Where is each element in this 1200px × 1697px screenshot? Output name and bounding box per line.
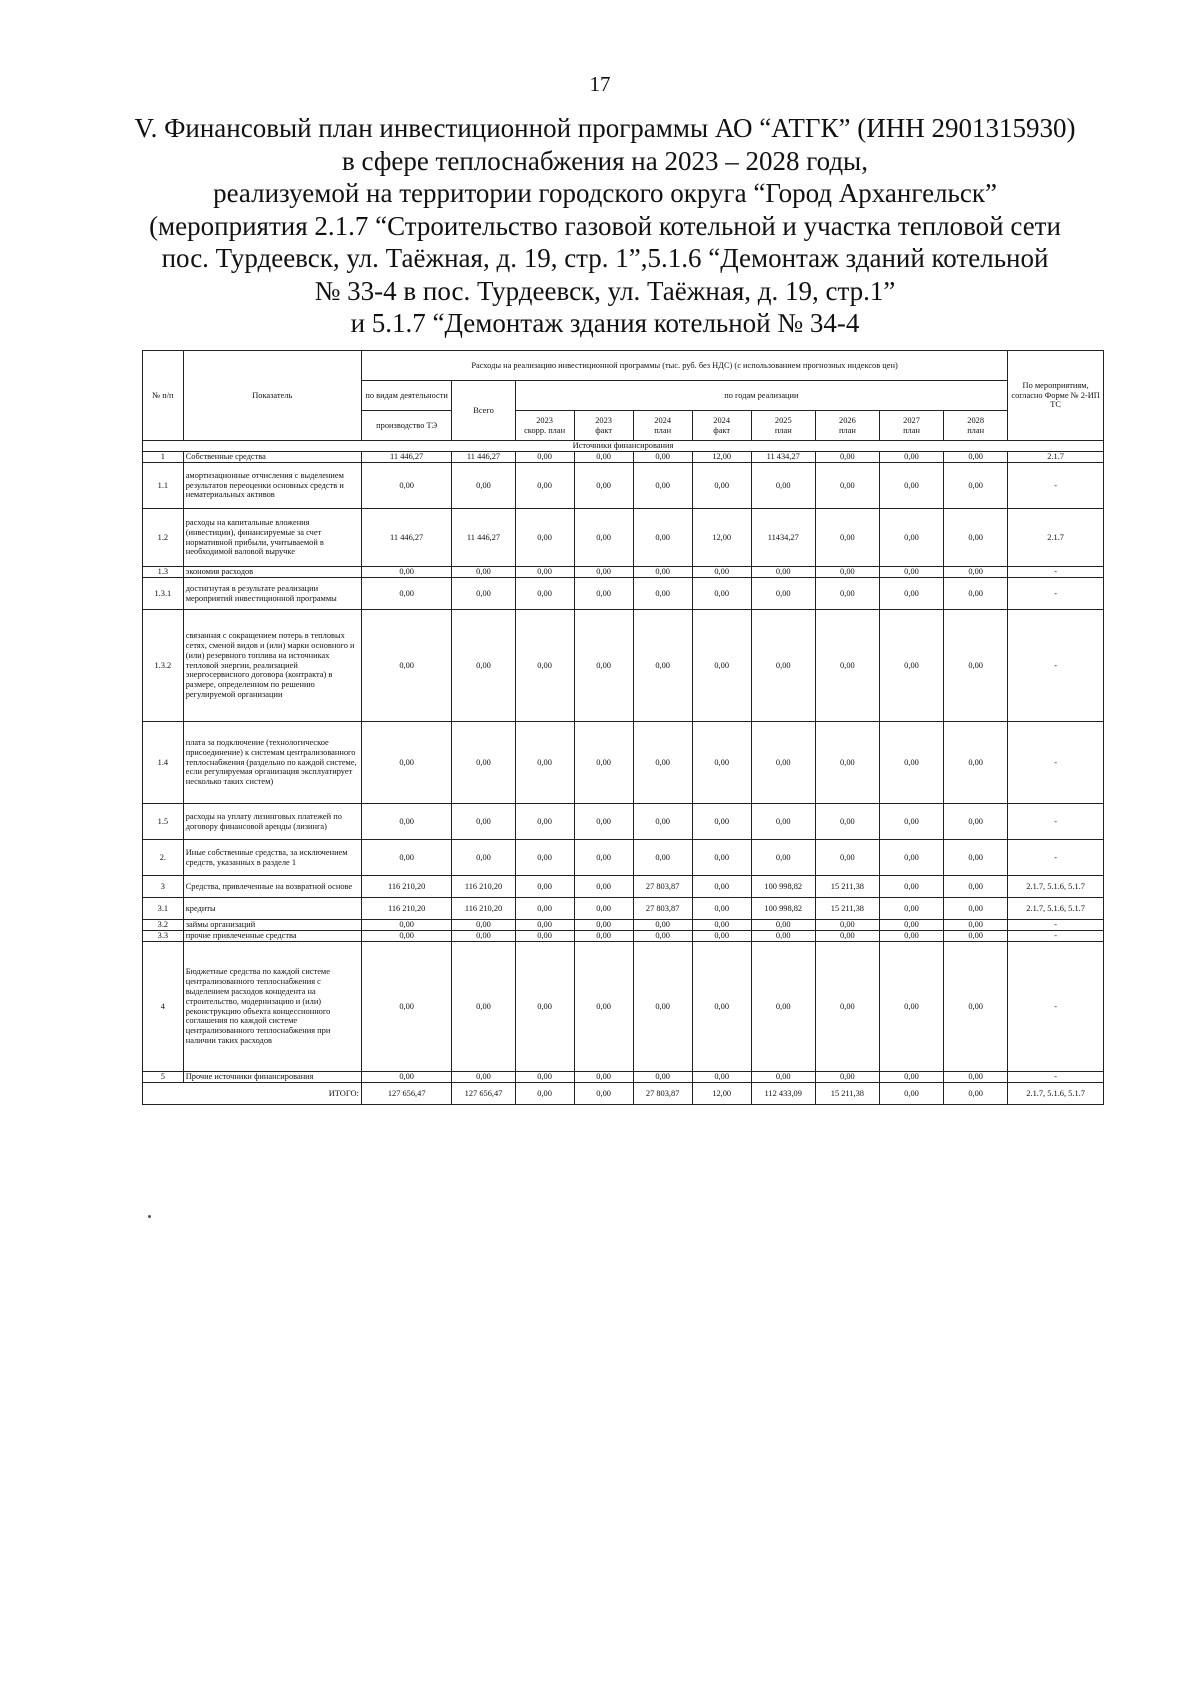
row-value: 0,00 xyxy=(879,920,943,931)
table-row xyxy=(143,610,1104,722)
row-indicator: экономия расходов xyxy=(183,567,361,578)
row-value: 0,00 xyxy=(692,610,751,722)
row-value: 0,00 xyxy=(452,463,515,509)
year-kind: план xyxy=(967,425,985,435)
row-value: 0,00 xyxy=(452,840,515,876)
row-value: 0,00 xyxy=(879,463,943,509)
year-kind: план xyxy=(654,425,672,435)
row-value: 0,00 xyxy=(574,509,633,567)
row-value: 0,00 xyxy=(574,942,633,1072)
year-label: 2023 xyxy=(595,415,612,425)
header-year xyxy=(751,411,815,441)
year-kind: план xyxy=(903,425,920,435)
row-value: 0,00 xyxy=(361,610,452,722)
row-value: 0,00 xyxy=(751,578,815,610)
row-value: 0,00 xyxy=(879,804,943,840)
header-year xyxy=(692,411,751,441)
row-value: 0,00 xyxy=(879,942,943,1072)
row-indicator: достигнутая в результате реализации мероприятий инвестиционной программы xyxy=(183,578,361,610)
row-value: 0,00 xyxy=(879,578,943,610)
row-value: 0,00 xyxy=(692,898,751,920)
row-number: 1.3.2 xyxy=(143,610,184,722)
row-indicator: Прочие источники финансирования xyxy=(183,1072,361,1083)
row-measure-ref: - xyxy=(1008,567,1104,578)
row-number: 5 xyxy=(143,1072,184,1083)
row-value: 0,00 xyxy=(633,722,692,804)
row-value: 0,00 xyxy=(452,942,515,1072)
table-row xyxy=(143,876,1104,898)
year-label: 2026 xyxy=(839,415,856,425)
scan-speck xyxy=(148,1215,151,1218)
row-value: 0,00 xyxy=(692,1072,751,1083)
row-value: 0,00 xyxy=(361,567,452,578)
header-total: Всего xyxy=(452,381,515,441)
row-measure-ref: - xyxy=(1008,578,1104,610)
title-line: в сфере теплоснабжения на 2023 – 2028 годы, xyxy=(342,145,868,176)
row-value: 0,00 xyxy=(944,942,1008,1072)
row-measure-ref: - xyxy=(1008,722,1104,804)
row-value: 0,00 xyxy=(574,931,633,942)
row-value: 0,00 xyxy=(751,804,815,840)
row-value: 0,00 xyxy=(574,463,633,509)
row-value: 0,00 xyxy=(361,578,452,610)
row-value: 0,00 xyxy=(944,452,1008,463)
row-number: 1.2 xyxy=(143,509,184,567)
row-value: 0,00 xyxy=(944,578,1008,610)
row-value: 0,00 xyxy=(751,567,815,578)
row-value: 0,00 xyxy=(944,463,1008,509)
row-value: 0,00 xyxy=(361,840,452,876)
row-value: 0,00 xyxy=(692,567,751,578)
row-value: 0,00 xyxy=(692,840,751,876)
table-row xyxy=(143,578,1104,610)
header-by-measures: По мероприятиям, согласно Форме № 2-ИП ТС xyxy=(1008,351,1104,441)
row-value: 0,00 xyxy=(879,722,943,804)
row-value: 0,00 xyxy=(944,610,1008,722)
row-measure-ref: - xyxy=(1008,931,1104,942)
row-indicator: займы организаций xyxy=(183,920,361,931)
row-value: 11434,27 xyxy=(751,509,815,567)
row-value: 0,00 xyxy=(633,920,692,931)
row-value: 0,00 xyxy=(515,578,574,610)
row-measure-ref: - xyxy=(1008,920,1104,931)
row-measure-ref: - xyxy=(1008,463,1104,509)
row-value: 100 998,82 xyxy=(751,876,815,898)
row-value: 0,00 xyxy=(944,509,1008,567)
row-value: 0,00 xyxy=(361,942,452,1072)
row-value: 0,00 xyxy=(515,840,574,876)
row-value: 116 210,20 xyxy=(452,876,515,898)
row-indicator: Иные собственные средства, за исключением средств, указанных в разделе 1 xyxy=(183,840,361,876)
row-value: 0,00 xyxy=(361,804,452,840)
row-number: 3.2 xyxy=(143,920,184,931)
row-value: 0,00 xyxy=(751,931,815,942)
row-value: 0,00 xyxy=(692,942,751,1072)
table-row xyxy=(143,567,1104,578)
row-value: 116 210,20 xyxy=(361,898,452,920)
row-value: 0,00 xyxy=(515,610,574,722)
table-row xyxy=(143,840,1104,876)
row-value: 116 210,20 xyxy=(361,876,452,898)
row-value: 0,00 xyxy=(815,578,879,610)
total-value: 0,00 xyxy=(944,1083,1008,1105)
row-value: 0,00 xyxy=(879,898,943,920)
row-value: 0,00 xyxy=(815,509,879,567)
year-label: 2028 xyxy=(967,415,985,425)
table-row xyxy=(143,463,1104,509)
row-value: 15 211,38 xyxy=(815,898,879,920)
row-value: 0,00 xyxy=(692,920,751,931)
row-value: 0,00 xyxy=(879,452,943,463)
row-value: 116 210,20 xyxy=(452,898,515,920)
row-value: 0,00 xyxy=(815,452,879,463)
row-value: 0,00 xyxy=(515,567,574,578)
row-number: 1 xyxy=(143,452,184,463)
row-value: 0,00 xyxy=(751,840,815,876)
row-value: 0,00 xyxy=(452,567,515,578)
table-row xyxy=(143,509,1104,567)
header-year xyxy=(944,411,1008,441)
row-value: 0,00 xyxy=(633,804,692,840)
row-measure-ref: 2.1.7 xyxy=(1008,509,1104,567)
table-header xyxy=(143,351,1104,452)
table-row xyxy=(143,1072,1104,1083)
row-value: 0,00 xyxy=(751,942,815,1072)
row-value: 12,00 xyxy=(692,452,751,463)
header-by-activity: по видам деятельности xyxy=(361,381,452,411)
row-value: 0,00 xyxy=(879,931,943,942)
row-value: 0,00 xyxy=(574,898,633,920)
row-number: 3.1 xyxy=(143,898,184,920)
total-value: 127 656,47 xyxy=(361,1083,452,1105)
row-value: 0,00 xyxy=(879,1072,943,1083)
row-value: 0,00 xyxy=(633,509,692,567)
row-value: 0,00 xyxy=(944,804,1008,840)
row-value: 0,00 xyxy=(574,452,633,463)
row-value: 27 803,87 xyxy=(633,898,692,920)
row-measure-ref: - xyxy=(1008,804,1104,840)
row-number: 1.4 xyxy=(143,722,184,804)
row-value: 0,00 xyxy=(515,509,574,567)
total-value: 0,00 xyxy=(515,1083,574,1105)
row-number: 1.5 xyxy=(143,804,184,840)
row-value: 0,00 xyxy=(944,1072,1008,1083)
row-value: 0,00 xyxy=(692,722,751,804)
row-value: 0,00 xyxy=(574,610,633,722)
page-number: 17 xyxy=(589,72,611,96)
row-value: 11 446,27 xyxy=(361,509,452,567)
header-expenses-group: Расходы на реализацию инвестиционной программы (тыс. руб. без НДС) (с использованием прогнозных индексов цен) xyxy=(361,351,1007,381)
row-value: 0,00 xyxy=(515,942,574,1072)
row-value: 0,00 xyxy=(633,931,692,942)
row-value: 0,00 xyxy=(879,567,943,578)
row-value: 11 446,27 xyxy=(452,452,515,463)
total-value: 0,00 xyxy=(574,1083,633,1105)
header-year xyxy=(633,411,692,441)
section-title: Источники финансирования xyxy=(143,441,1104,452)
row-value: 0,00 xyxy=(515,876,574,898)
year-kind: скорр. план xyxy=(524,425,566,435)
row-value: 0,00 xyxy=(815,610,879,722)
row-value: 0,00 xyxy=(751,610,815,722)
row-value: 0,00 xyxy=(574,876,633,898)
row-value: 0,00 xyxy=(692,578,751,610)
row-value: 15 211,38 xyxy=(815,876,879,898)
table-row xyxy=(143,898,1104,920)
row-indicator: расходы на капитальные вложения (инвестиции), финансируемые за счет нормативной прибыли, учитываемой в необходимой валовой выручке xyxy=(183,509,361,567)
row-value: 0,00 xyxy=(633,1072,692,1083)
row-value: 0,00 xyxy=(574,578,633,610)
row-value: 0,00 xyxy=(815,804,879,840)
header-year xyxy=(879,411,943,441)
year-kind: факт xyxy=(595,425,612,435)
row-value: 0,00 xyxy=(361,463,452,509)
year-label: 2024 xyxy=(713,415,731,425)
total-value: 15 211,38 xyxy=(815,1083,879,1105)
year-label: 2024 xyxy=(654,415,672,425)
row-value: 0,00 xyxy=(815,840,879,876)
year-label: 2023 xyxy=(536,415,553,425)
row-value: 0,00 xyxy=(361,920,452,931)
row-indicator: Бюджетные средства по каждой системе централизованного теплоснабжения с выделением расходов концедента на строительство, модернизацию и (или) реконструкцию объекта концессионного соглашения по каждой системе централизованного теплоснабжения при наличии таких расходов xyxy=(183,942,361,1072)
row-value: 0,00 xyxy=(452,722,515,804)
header-indicator: Показатель xyxy=(183,351,361,441)
table-body xyxy=(143,452,1104,1105)
row-value: 0,00 xyxy=(815,931,879,942)
row-value: 0,00 xyxy=(944,722,1008,804)
table-row xyxy=(143,942,1104,1072)
table-row xyxy=(143,804,1104,840)
row-value: 12,00 xyxy=(692,509,751,567)
table-row xyxy=(143,920,1104,931)
row-value: 11 446,27 xyxy=(361,452,452,463)
row-value: 0,00 xyxy=(452,1072,515,1083)
total-value: 0,00 xyxy=(879,1083,943,1105)
row-value: 0,00 xyxy=(633,463,692,509)
row-value: 0,00 xyxy=(815,1072,879,1083)
row-value: 0,00 xyxy=(633,578,692,610)
row-value: 0,00 xyxy=(633,942,692,1072)
row-value: 0,00 xyxy=(452,920,515,931)
row-indicator: плата за подключение (технологическое присоединение) к системам централизованного теплоснабжения (раздельно по каждой системе, если регулируемая организация эксплуатирует несколько таких систем) xyxy=(183,722,361,804)
row-measure-ref: - xyxy=(1008,610,1104,722)
row-value: 0,00 xyxy=(815,567,879,578)
year-kind: план xyxy=(838,425,856,435)
row-value: 0,00 xyxy=(452,931,515,942)
row-value: 0,00 xyxy=(944,920,1008,931)
row-value: 0,00 xyxy=(692,804,751,840)
row-number: 2. xyxy=(143,840,184,876)
row-value: 0,00 xyxy=(944,898,1008,920)
row-measure-ref: 2.1.7, 5.1.6, 5.1.7 xyxy=(1008,898,1104,920)
row-indicator: расходы на уплату лизинговых платежей по договору финансовой аренды (лизинга) xyxy=(183,804,361,840)
row-number: 1.3 xyxy=(143,567,184,578)
row-value: 0,00 xyxy=(515,452,574,463)
row-indicator: Средства, привлеченные на возвратной основе xyxy=(183,876,361,898)
total-value: 27 803,87 xyxy=(633,1083,692,1105)
row-value: 0,00 xyxy=(515,898,574,920)
header-year xyxy=(815,411,879,441)
title-line: № 33-4 в пос. Турдеевск, ул. Таёжная, д. 19, стр.1” xyxy=(314,275,896,306)
header-production: производство ТЭ xyxy=(361,411,452,441)
row-value: 0,00 xyxy=(574,804,633,840)
title-line: (мероприятия 2.1.7 “Строительство газовой котельной и участка тепловой сети xyxy=(149,210,1061,241)
row-value: 0,00 xyxy=(751,1072,815,1083)
row-measure-ref: - xyxy=(1008,1072,1104,1083)
header-by-years: по годам реализации xyxy=(515,381,1008,411)
row-value: 0,00 xyxy=(879,610,943,722)
table-row xyxy=(143,931,1104,942)
row-value: 0,00 xyxy=(944,931,1008,942)
row-indicator: амортизационные отчисления с выделением результатов переоценки основных средств и нематериальных активов xyxy=(183,463,361,509)
row-measure-ref: - xyxy=(1008,840,1104,876)
row-number: 3 xyxy=(143,876,184,898)
row-value: 0,00 xyxy=(751,722,815,804)
row-value: 0,00 xyxy=(515,463,574,509)
row-value: 0,00 xyxy=(815,722,879,804)
total-label: ИТОГО: xyxy=(143,1083,362,1105)
row-value: 0,00 xyxy=(879,509,943,567)
row-number: 1.1 xyxy=(143,463,184,509)
row-value: 0,00 xyxy=(692,931,751,942)
row-value: 0,00 xyxy=(751,920,815,931)
row-value: 0,00 xyxy=(515,931,574,942)
title-line: реализуемой на территории городского округа “Город Архангельск” xyxy=(213,178,997,208)
row-value: 0,00 xyxy=(692,463,751,509)
row-value: 27 803,87 xyxy=(633,876,692,898)
total-row xyxy=(143,1083,1104,1105)
row-value: 11 446,27 xyxy=(452,509,515,567)
header-no: № п/п xyxy=(143,351,184,441)
row-value: 11 434,27 xyxy=(751,452,815,463)
row-indicator: прочие привлеченные средства xyxy=(183,931,361,942)
row-value: 0,00 xyxy=(515,920,574,931)
row-value: 0,00 xyxy=(815,920,879,931)
year-kind: план xyxy=(774,425,792,435)
row-value: 0,00 xyxy=(944,567,1008,578)
row-number: 1.3.1 xyxy=(143,578,184,610)
financial-plan-table xyxy=(142,350,1104,1105)
row-value: 0,00 xyxy=(515,804,574,840)
row-value: 0,00 xyxy=(452,578,515,610)
row-value: 0,00 xyxy=(452,804,515,840)
row-indicator: связанная с сокращением потерь в тепловых сетях, сменой видов и (или) марки основного и (или) резервного топлива на источниках тепловой энергии, реализацией энергосервисного договора (контракта) в размере, определенном по решению регулируемой организации xyxy=(183,610,361,722)
row-value: 0,00 xyxy=(692,876,751,898)
row-value: 0,00 xyxy=(633,840,692,876)
row-value: 0,00 xyxy=(879,840,943,876)
row-value: 0,00 xyxy=(515,1072,574,1083)
row-value: 0,00 xyxy=(574,920,633,931)
title-line: и 5.1.7 “Демонтаж здания котельной № 34-4 xyxy=(350,308,860,338)
row-value: 0,00 xyxy=(633,610,692,722)
row-value: 0,00 xyxy=(944,876,1008,898)
year-label: 2027 xyxy=(903,415,920,425)
total-measure-ref: 2.1.7, 5.1.6, 5.1.7 xyxy=(1008,1083,1104,1105)
row-measure-ref: - xyxy=(1008,942,1104,1072)
year-label: 2025 xyxy=(774,415,792,425)
header-year xyxy=(574,411,633,441)
total-value: 112 433,09 xyxy=(751,1083,815,1105)
table-row xyxy=(143,452,1104,463)
row-value: 0,00 xyxy=(574,1072,633,1083)
row-indicator: Собственные средства xyxy=(183,452,361,463)
row-value: 0,00 xyxy=(361,931,452,942)
row-value: 100 998,82 xyxy=(751,898,815,920)
row-measure-ref: 2.1.7, 5.1.6, 5.1.7 xyxy=(1008,876,1104,898)
table-row xyxy=(143,722,1104,804)
row-value: 0,00 xyxy=(633,567,692,578)
row-value: 0,00 xyxy=(815,463,879,509)
document-title xyxy=(110,112,1100,340)
row-value: 0,00 xyxy=(515,722,574,804)
row-number: 4 xyxy=(143,942,184,1072)
total-value: 12,00 xyxy=(692,1083,751,1105)
row-value: 0,00 xyxy=(574,840,633,876)
row-value: 0,00 xyxy=(815,942,879,1072)
total-value: 127 656,47 xyxy=(452,1083,515,1105)
row-value: 0,00 xyxy=(574,722,633,804)
row-number: 3.3 xyxy=(143,931,184,942)
row-value: 0,00 xyxy=(574,567,633,578)
row-value: 0,00 xyxy=(879,876,943,898)
row-value: 0,00 xyxy=(633,452,692,463)
row-value: 0,00 xyxy=(751,463,815,509)
row-value: 0,00 xyxy=(944,840,1008,876)
year-kind: факт xyxy=(713,425,731,435)
row-measure-ref: 2.1.7 xyxy=(1008,452,1104,463)
row-value: 0,00 xyxy=(361,1072,452,1083)
row-value: 0,00 xyxy=(361,722,452,804)
header-year xyxy=(515,411,574,441)
row-indicator: кредиты xyxy=(183,898,361,920)
row-value: 0,00 xyxy=(452,610,515,722)
title-line: V. Финансовый план инвестиционной программы АО “АТГК” (ИНН 2901315930) xyxy=(134,113,1076,143)
title-line: пос. Турдеевск, ул. Таёжная, д. 19, стр. 1”,5.1.6 “Демонтаж зданий котельной xyxy=(161,243,1049,273)
